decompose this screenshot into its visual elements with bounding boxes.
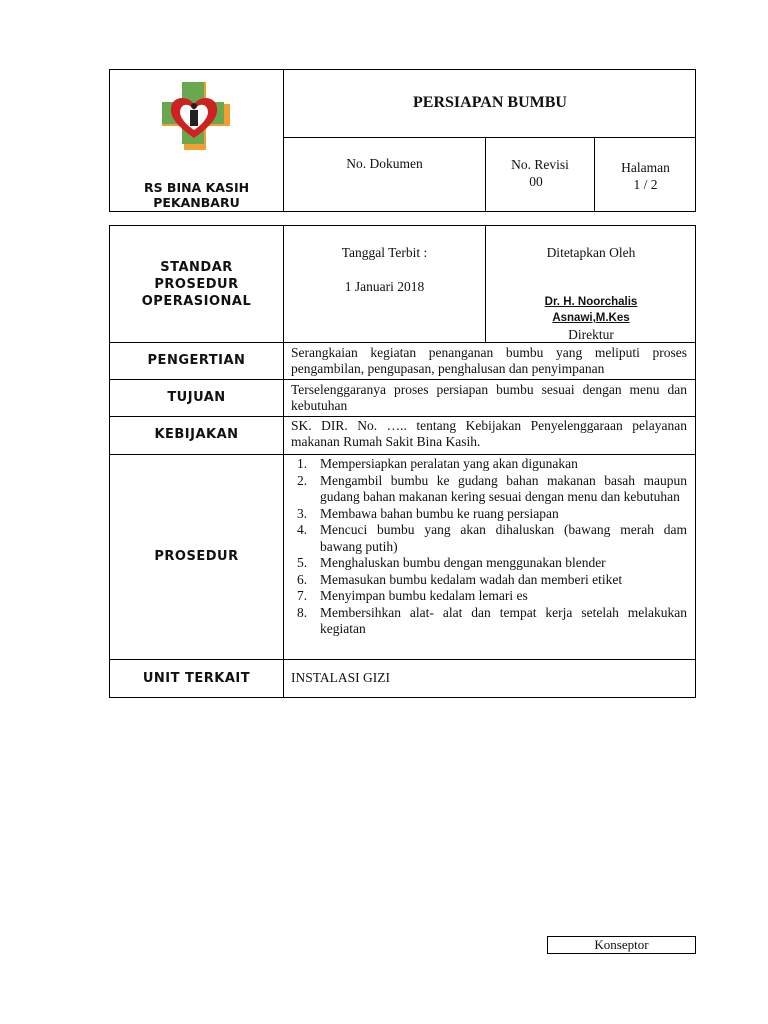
issue-date-value: 1 Januari 2018	[344, 279, 425, 294]
prosedur-label: PROSEDUR	[154, 549, 239, 564]
approver-name-line2: Asnawi,M.Kes	[552, 312, 630, 324]
revision-label: No. Revisi	[511, 157, 569, 172]
pengertian-text: Serangkaian kegiatan penanganan bumbu yang meliputi proses pengambilan, pengupasan, penghalusan dan penyimpanan	[291, 345, 687, 376]
hospital-name	[110, 180, 283, 210]
page-label: Halaman	[621, 160, 670, 175]
tujuan-text: Terselenggaranya proses persiapan bumbu sesuai dengan menu dan kebutuhan	[291, 382, 687, 413]
prosedur-step-number: 5.	[297, 555, 308, 570]
prosedur-step	[291, 473, 687, 506]
header-divider	[283, 69, 284, 212]
page-value: 1 / 2	[633, 177, 658, 192]
sop-label-line2: PROSEDUR	[154, 277, 239, 292]
konseptor-label: Konseptor	[594, 937, 649, 952]
prosedur-step-text: Mengambil bumbu ke gudang bahan makanan basah maupun gudang bahan makanan kering sesuai dengan menu dan kebutuhan	[320, 472, 687, 504]
prosedur-step	[291, 506, 687, 523]
prosedur-step-number: 4.	[297, 522, 308, 537]
row-divider-4	[109, 454, 696, 455]
sop-label-line3: OPERASIONAL	[141, 294, 252, 309]
sop-label-line1: STANDAR	[160, 260, 233, 275]
prosedur-step-text: Mempersiapkan peralatan yang akan digunakan	[320, 456, 578, 471]
issue-date-label: Tanggal Terbit :	[341, 245, 428, 260]
prosedur-step-number: 1.	[297, 456, 308, 471]
revision-value: 00	[529, 174, 543, 189]
approver-name	[486, 294, 696, 326]
prosedur-step-text: Membersihkan alat- alat dan tempat kerja setelah melakukan kegiatan	[320, 604, 687, 636]
prosedur-step-number: 7.	[297, 588, 308, 603]
kebijakan-text: SK. DIR. No. ….. tentang Kebijakan Penyelenggaraan pelayanan makanan Rumah Sakit Bina Kasih.	[291, 418, 687, 449]
prosedur-list	[291, 456, 687, 638]
sop-label	[110, 259, 283, 310]
prosedur-list-container	[291, 456, 687, 638]
prosedur-step	[291, 572, 687, 589]
prosedur-step-text: Membawa bahan bumbu ke ruang persiapan	[320, 505, 559, 521]
row-divider-2	[109, 379, 696, 380]
prosedur-step-text: Mencuci bumbu yang akan dihaluskan (bawang merah dam bawang putih)	[320, 522, 687, 554]
approver-name-line1: Dr. H. Noorchalis	[544, 296, 638, 308]
approved-by-label: Ditetapkan Oleh	[546, 245, 636, 260]
prosedur-step	[291, 588, 687, 605]
prosedur-step	[291, 605, 687, 638]
row-divider-3	[109, 416, 696, 417]
prosedur-step-text: Menghaluskan bumbu dengan menggunakan blender	[320, 555, 606, 570]
unit-terkait-label: UNIT TERKAIT	[142, 671, 251, 686]
prosedur-step-number: 8.	[297, 604, 308, 620]
hospital-name-line2: PEKANBARU	[153, 195, 240, 210]
kebijakan-label: KEBIJAKAN	[154, 427, 239, 442]
row-divider-5	[109, 659, 696, 660]
prosedur-step	[291, 522, 687, 555]
prosedur-step	[291, 555, 687, 572]
doc-number-label: No. Dokumen	[346, 156, 423, 171]
sop-label-divider	[283, 225, 284, 698]
prosedur-step-number: 2.	[297, 472, 308, 488]
hospital-name-line1: RS BINA KASIH	[143, 180, 250, 195]
prosedur-step	[291, 456, 687, 473]
pengertian-label: PENGERTIAN	[147, 353, 246, 368]
approver-title: Direktur	[568, 327, 614, 342]
hospital-logo	[160, 80, 232, 152]
document-title: PERSIAPAN BUMBU	[413, 94, 567, 111]
tujuan-label: TUJUAN	[167, 390, 226, 405]
prosedur-step-text: Memasukan bumbu kedalam wadah dan memberi etiket	[320, 571, 623, 587]
prosedur-step-number: 3.	[297, 505, 308, 521]
prosedur-step-number: 6.	[297, 571, 308, 587]
header-title-divider	[283, 137, 696, 138]
prosedur-step-text: Menyimpan bumbu kedalam lemari es	[320, 588, 528, 603]
unit-terkait-text: INSTALASI GIZI	[291, 670, 391, 685]
